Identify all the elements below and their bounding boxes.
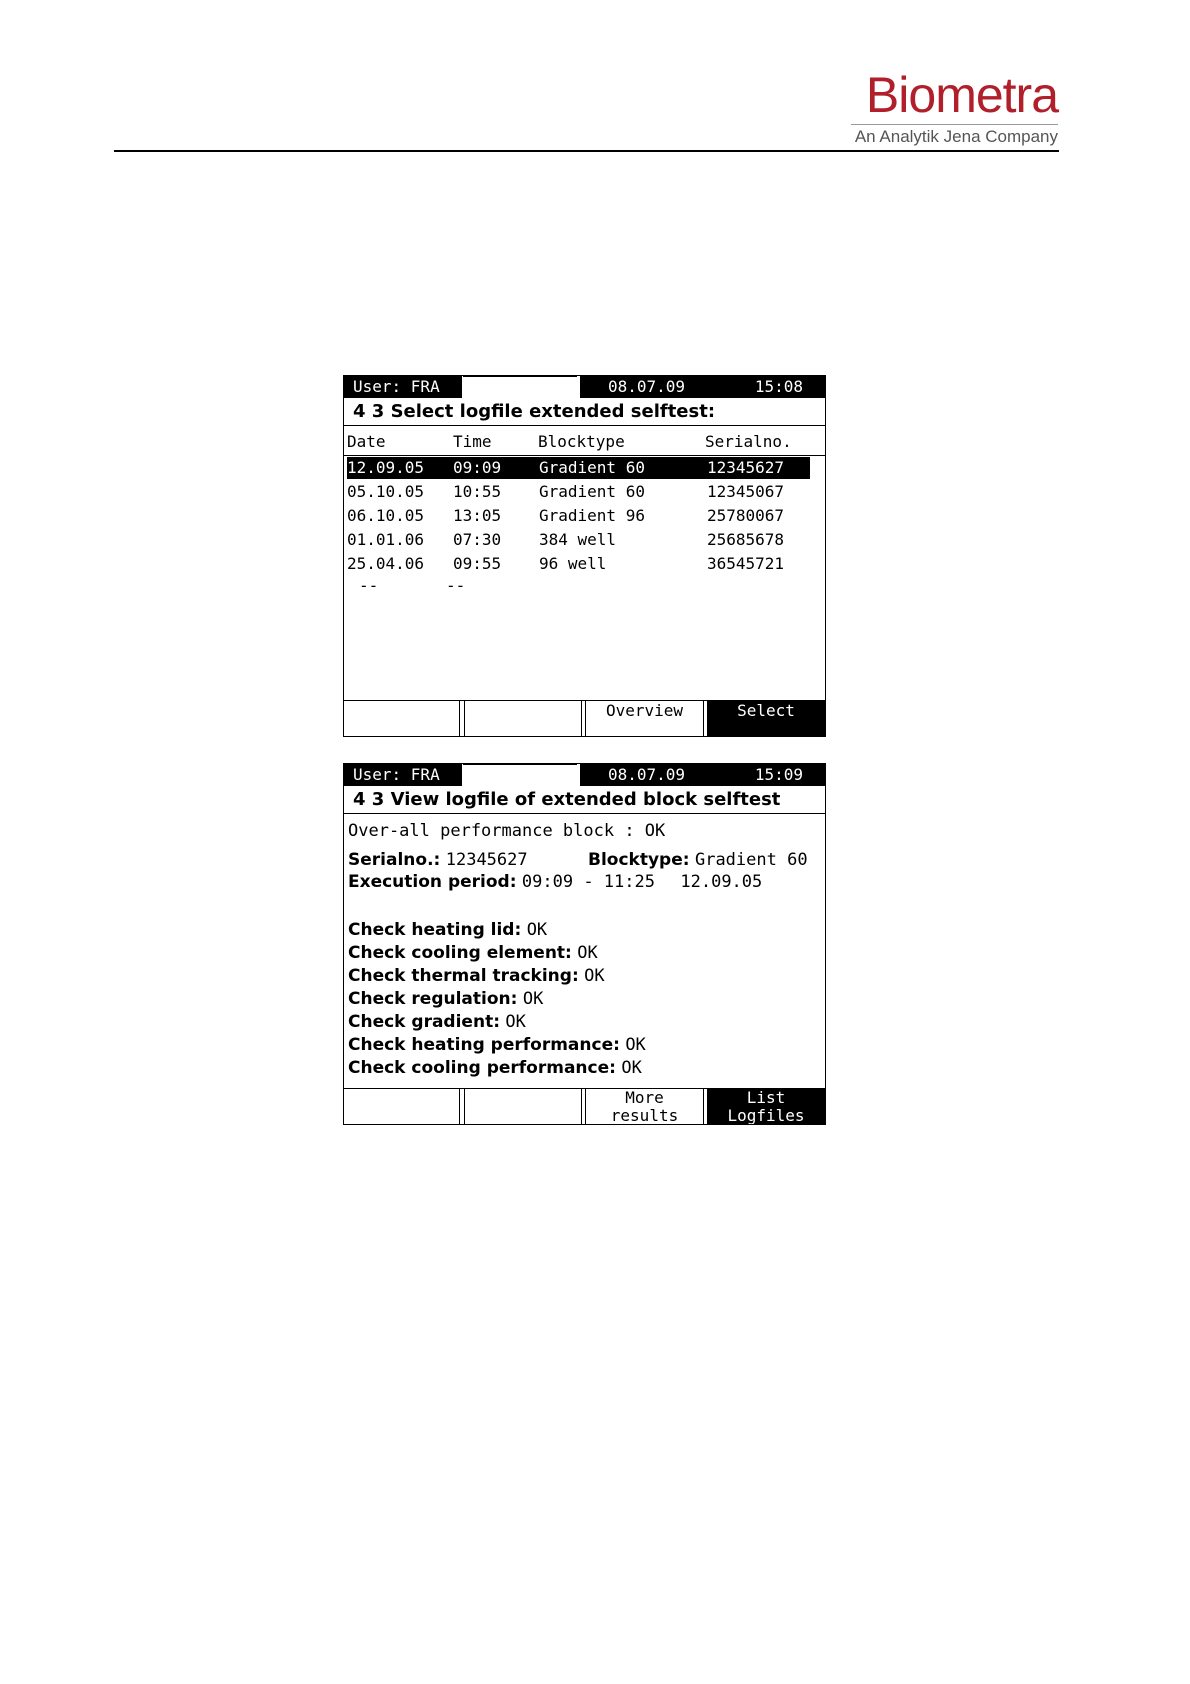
status-date: 08.07.09 <box>608 765 686 784</box>
status-user: User: FRA <box>344 376 462 398</box>
more-results-label: More results <box>610 1089 679 1124</box>
check-value: OK <box>505 1012 526 1032</box>
status-bar <box>344 376 825 398</box>
check-line <box>348 1011 526 1033</box>
row-serial: 12345067 <box>707 482 785 501</box>
row-blocktype: 384 well <box>539 530 617 549</box>
period-label: Execution period: <box>348 872 517 892</box>
list-logfiles-button[interactable] <box>707 1089 825 1124</box>
softkey-2[interactable] <box>464 701 582 736</box>
row-serial: 12345627 <box>707 458 785 477</box>
brand-tagline: An Analytik Jena Company <box>854 127 1058 146</box>
check-line <box>348 1057 642 1079</box>
logfile-row[interactable] <box>347 457 810 479</box>
overview-label: Overview <box>605 701 684 720</box>
check-line <box>348 1034 646 1056</box>
check-value: OK <box>526 920 548 940</box>
list-logfiles-label: List Logfiles <box>727 1089 805 1124</box>
row-date: 12.09.05 <box>347 458 425 477</box>
check-label: Check heating lid: <box>348 920 522 940</box>
softkey-1[interactable] <box>344 1089 460 1124</box>
row-time: 07:30 <box>453 530 502 549</box>
row-date: 06.10.05 <box>347 506 425 525</box>
check-value: OK <box>621 1058 642 1078</box>
overview-button[interactable] <box>585 701 704 736</box>
row-serial: 25685678 <box>707 530 785 549</box>
check-line <box>348 919 547 941</box>
logfile-row-empty[interactable] <box>347 575 810 597</box>
more-results-button[interactable] <box>585 1089 704 1124</box>
column-header-serialno: Serialno. <box>705 432 792 451</box>
column-header-time: Time <box>453 432 492 451</box>
row-time: 13:05 <box>453 506 502 525</box>
overall-performance <box>348 820 665 842</box>
screen-title: 4 3 Select logfile extended selftest: <box>344 398 825 426</box>
logfile-row[interactable] <box>347 529 810 551</box>
check-label: Check cooling performance: <box>348 1058 616 1078</box>
check-value: OK <box>625 1035 646 1055</box>
status-empty-field <box>463 764 577 786</box>
softkey-bar <box>344 700 825 736</box>
logfile-row[interactable] <box>347 553 810 575</box>
overall-performance-text: Over-all performance block : OK <box>348 821 666 841</box>
row-time: 09:55 <box>453 554 502 573</box>
column-header-blocktype: Blocktype <box>538 432 625 451</box>
row-date: -- <box>359 576 379 595</box>
row-blocktype: 96 well <box>539 554 607 573</box>
select-button[interactable] <box>707 701 825 736</box>
check-label: Check regulation: <box>348 989 518 1009</box>
blocktype-label: Blocktype: <box>588 850 690 870</box>
logfile-row[interactable] <box>347 481 810 503</box>
logfile-row[interactable] <box>347 505 810 527</box>
row-date: 01.01.06 <box>347 530 425 549</box>
softkey-2[interactable] <box>464 1089 582 1124</box>
header-divider <box>344 455 825 456</box>
status-datetime <box>580 376 825 398</box>
row-time: 10:55 <box>453 482 502 501</box>
row-time: 09:09 <box>453 458 502 477</box>
blocktype-line <box>588 849 808 871</box>
brand-logo <box>851 67 1058 147</box>
row-blocktype: Gradient 60 <box>539 458 645 477</box>
row-serial: 36545721 <box>707 554 785 573</box>
check-label: Check heating performance: <box>348 1035 620 1055</box>
status-time: 15:08 <box>754 377 803 396</box>
status-user: User: FRA <box>344 764 462 786</box>
logo-divider <box>851 124 1058 125</box>
serial-label: Serialno.: <box>348 850 441 870</box>
logfile-select-screen <box>343 375 826 737</box>
brand-name: Biometra <box>865 67 1058 123</box>
status-empty-field <box>463 376 577 398</box>
screen-title: 4 3 View logfile of extended block selftest <box>344 786 825 814</box>
check-value: OK <box>584 966 605 986</box>
header-rule <box>114 150 1059 152</box>
check-label: Check cooling element: <box>348 943 572 963</box>
check-value: OK <box>577 943 598 963</box>
serial-line <box>348 849 528 871</box>
status-date: 08.07.09 <box>608 377 686 396</box>
status-datetime <box>580 764 825 786</box>
blocktype-value: Gradient 60 <box>694 850 808 870</box>
execution-period-line <box>348 871 762 893</box>
column-header-date: Date <box>347 432 386 451</box>
check-label: Check thermal tracking: <box>348 966 579 986</box>
row-time: -- <box>446 576 466 595</box>
check-line <box>348 942 598 964</box>
softkey-1[interactable] <box>344 701 460 736</box>
check-value: OK <box>522 989 544 1009</box>
row-serial: 25780067 <box>707 506 785 525</box>
period-value: 09:09 - 11:25 <box>521 872 655 892</box>
softkey-bar <box>344 1088 825 1124</box>
check-label: Check gradient: <box>348 1012 500 1032</box>
check-line <box>348 965 605 987</box>
check-line <box>348 988 543 1010</box>
row-date: 05.10.05 <box>347 482 425 501</box>
logfile-view-screen <box>343 763 826 1125</box>
status-time: 15:09 <box>754 765 803 784</box>
select-label: Select <box>737 701 795 720</box>
row-blocktype: Gradient 96 <box>539 506 645 525</box>
status-bar <box>344 764 825 786</box>
period-date: 12.09.05 <box>680 872 763 892</box>
serial-value: 12345627 <box>445 850 528 870</box>
row-date: 25.04.06 <box>347 554 425 573</box>
row-blocktype: Gradient 60 <box>539 482 645 501</box>
